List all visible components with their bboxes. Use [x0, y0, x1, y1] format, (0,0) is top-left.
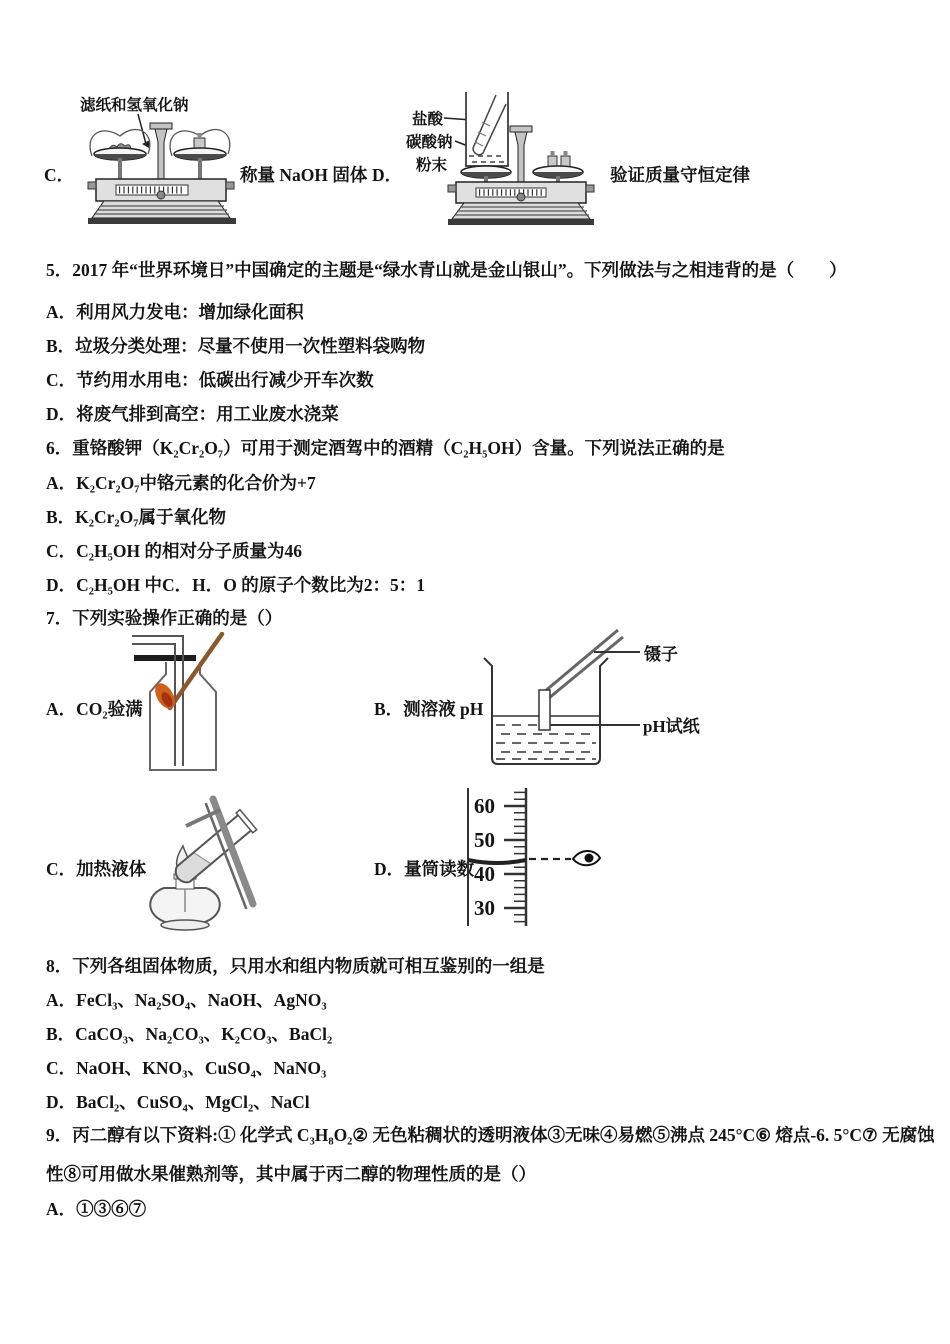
q6-option-b: B．K₂Cr₂O₇属于氧化物	[46, 507, 227, 527]
q6-option-c: C．C₂H₅OH 的相对分子质量为46	[46, 541, 302, 561]
meniscus-line	[468, 860, 526, 863]
q7-option-b-caption: B．测溶液 pH	[374, 699, 484, 719]
alcohol-lamp-base	[161, 920, 209, 930]
q7-option-c-caption: C．加热液体	[46, 859, 147, 879]
q8-option-d: D．BaCl₂、CuSO₄、MgCl₂、NaCl	[46, 1092, 310, 1112]
annotation-arrow	[138, 114, 146, 144]
scale-50: 50	[474, 828, 495, 852]
q9-stem-line-1: 9．丙二醇有以下资料:① 化学式 C₃H₈O₂② 无色粘稠状的透明液体③无味④易燃⑤沸点 245°C⑥ 熔点-6. 5°C⑦ 无腐蚀	[46, 1125, 935, 1145]
scale-60: 60	[474, 794, 495, 818]
sodium-carbonate-label: 碳酸钠	[406, 134, 453, 151]
heating-liquid-figure	[128, 784, 290, 934]
q5-stem: 5．2017 年“世界环境日”中国确定的主题是“绿水青山就是金山银山”。下列做法与之相违背的是（ ）	[46, 260, 847, 280]
right-pan-stem	[198, 158, 202, 179]
center-knob	[157, 191, 165, 199]
q6-stem: 6．重铬酸钾（K₂Cr₂O₇）可用于测定酒驾中的酒精（C₂H₅OH）含量。下列说法正确的是	[46, 438, 725, 458]
q4-option-d-caption: 验证质量守恒定律	[610, 165, 750, 185]
right-screw	[586, 185, 594, 192]
weight-knob	[198, 133, 202, 138]
q6-option-a: A．K₂Cr₂O₇中铬元素的化合价为+7	[46, 473, 316, 493]
tweezers-arm-2	[549, 637, 623, 698]
q9-stem-line-2: 性⑧可用做水果催熟剂等，其中属于丙二醇的物理性质的是（）	[46, 1164, 536, 1184]
q5-option-d: D．将废气排到高空：用工业废水浇菜	[46, 404, 339, 424]
q8-option-c: C．NaOH、KNO₃、CuSO₄、NaNO₃	[46, 1058, 327, 1078]
ph-paper-strip	[539, 690, 550, 730]
center-knob	[517, 193, 525, 201]
holder-rod	[213, 799, 253, 904]
base-slab	[88, 218, 236, 224]
hydrochloric-acid-label: 盐酸	[412, 111, 444, 128]
major-ticks	[504, 806, 526, 908]
tweezers-label: 镊子	[644, 645, 678, 664]
q4-option-c-label: C．	[44, 165, 75, 185]
q5-option-c: C．节约用水用电：低碳出行减少开车次数	[46, 370, 374, 390]
q8-stem: 8．下列各组固体物质，只用水和组内物质就可相互鉴别的一组是	[46, 956, 545, 976]
balance-mass-conservation-figure	[406, 88, 608, 226]
base-slab	[448, 219, 594, 225]
right-screw	[226, 182, 234, 189]
holder-clamp	[186, 810, 220, 826]
q5-option-a: A．利用风力发电：增加绿化面积	[46, 302, 304, 322]
minor-ticks	[514, 792, 526, 921]
q6-option-d: D．C₂H₅OH 中C．H．O 的原子个数比为2：5：1	[46, 575, 425, 595]
scale-40: 40	[474, 862, 495, 886]
glass-plate	[134, 655, 196, 661]
balance-column	[155, 129, 167, 179]
ph-test-beaker-figure	[482, 628, 712, 770]
q8-option-b: B．CaCO₃、Na₂CO₃、K₂CO₃、BaCl₂	[46, 1024, 333, 1044]
powder-label: 粉末	[416, 157, 448, 174]
ph-paper-label: pH试纸	[643, 717, 700, 736]
q5-option-b: B．垃圾分类处理：尽量不使用一次性塑料袋购物	[46, 336, 426, 356]
q4-option-d-label: D．	[372, 165, 403, 185]
q7-option-a-caption: A．CO₂验满	[46, 699, 143, 719]
graduated-cylinder-figure	[452, 786, 604, 928]
left-screw	[88, 182, 96, 189]
q9-option-a: A．①③⑥⑦	[46, 1199, 147, 1219]
left-pan-stem	[118, 158, 122, 179]
balance-weighing-naoh-figure	[76, 94, 248, 226]
column-cap	[510, 126, 532, 132]
eye-icon	[573, 851, 600, 865]
q7-option-d-caption: D．量筒读数	[374, 859, 475, 879]
weight-2-knob	[564, 151, 568, 156]
balance-column	[515, 132, 527, 182]
scale-30: 30	[474, 896, 495, 920]
burning-splint	[170, 634, 222, 708]
beaker	[466, 92, 508, 166]
eye-pupil	[585, 854, 594, 863]
filter-paper-naoh-label: 滤纸和氢氧化钠	[80, 97, 189, 114]
weight-1-knob	[551, 151, 555, 156]
q8-option-a: A．FeCl₃、Na₂SO₄、NaOH、AgNO₃	[46, 990, 327, 1010]
left-screw	[448, 185, 456, 192]
tube-rim	[236, 810, 257, 833]
q7-stem: 7．下列实验操作正确的是（）	[46, 608, 283, 628]
column-cap	[150, 123, 172, 129]
q4-option-c-caption: 称量 NaOH 固体	[240, 165, 368, 185]
tweezers-arm-1	[544, 630, 618, 692]
